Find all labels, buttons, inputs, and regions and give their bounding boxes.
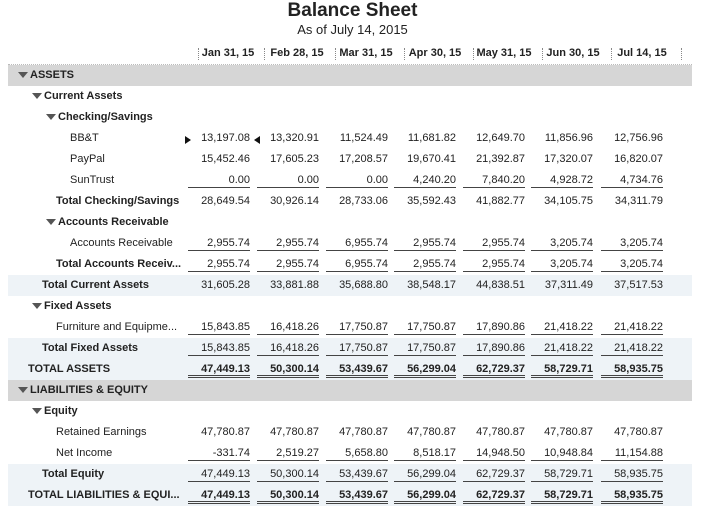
cell-value[interactable]: 16,418.26 <box>257 321 319 335</box>
cell-value[interactable]: 13,320.91 <box>270 132 319 144</box>
row-label: Total Equity <box>42 468 105 480</box>
cell-value[interactable]: 17,890.86 <box>463 342 525 356</box>
cell-value[interactable]: 2,955.74 <box>188 258 250 272</box>
table-row[interactable] <box>8 170 692 191</box>
cell-value[interactable]: 21,418.22 <box>601 321 663 335</box>
cell-value[interactable]: 2,955.74 <box>463 258 525 272</box>
collapse-triangle-icon[interactable] <box>46 114 56 120</box>
cell-value[interactable]: 37,311.49 <box>544 279 593 291</box>
row-label: TOTAL ASSETS <box>28 363 111 375</box>
cell-value[interactable]: 47,780.87 <box>476 426 525 438</box>
cell-value[interactable]: 10,948.84 <box>531 447 593 461</box>
row-label: Accounts Receivable <box>70 237 173 249</box>
cell-value[interactable]: 47,780.87 <box>270 426 319 438</box>
cell-value[interactable]: 15,843.85 <box>188 342 250 356</box>
row-label: BB&T <box>70 132 99 144</box>
column-header-0[interactable]: Jan 31, 15 <box>201 47 255 59</box>
table-row[interactable] <box>8 233 692 254</box>
cell-value[interactable]: 4,240.20 <box>394 174 456 188</box>
cell-value[interactable]: 19,670.41 <box>407 153 456 165</box>
column-separator[interactable] <box>198 48 200 60</box>
cell-value[interactable]: 17,750.87 <box>326 321 388 335</box>
cell-value[interactable]: 8,518.17 <box>394 447 456 461</box>
column-header-3[interactable]: Apr 30, 15 <box>408 47 462 59</box>
cell-value[interactable]: 14,948.50 <box>463 447 525 461</box>
column-header-row <box>8 44 692 64</box>
cell-value[interactable]: 5,658.80 <box>326 447 388 461</box>
row-label: Equity <box>44 405 78 417</box>
cell-value[interactable]: 44,838.51 <box>476 279 525 291</box>
cell-value[interactable]: 17,208.57 <box>339 153 388 165</box>
cell-value[interactable]: 6,955.74 <box>326 258 388 272</box>
group-row[interactable] <box>8 401 692 422</box>
row-pointer-icon <box>185 136 191 144</box>
cell-value[interactable]: 3,205.74 <box>601 237 663 251</box>
cell-value[interactable]: 3,205.74 <box>601 258 663 272</box>
column-header-6[interactable]: Jul 14, 15 <box>617 47 667 59</box>
section-row[interactable] <box>8 380 692 401</box>
collapse-triangle-icon[interactable] <box>32 303 42 309</box>
column-separator[interactable] <box>681 48 683 60</box>
cell-value[interactable]: 3,205.74 <box>531 237 593 251</box>
cell-value[interactable]: 17,750.87 <box>326 342 388 356</box>
cell-value[interactable]: 33,881.88 <box>270 279 319 291</box>
cell-value[interactable]: 28,733.06 <box>339 195 388 207</box>
cell-value[interactable]: 37,517.53 <box>614 279 663 291</box>
cell-value[interactable]: 21,418.22 <box>531 321 593 335</box>
cell-value[interactable]: 21,418.22 <box>531 342 593 356</box>
cell-value[interactable]: 11,681.82 <box>407 132 456 144</box>
row-label: Fixed Assets <box>44 300 112 312</box>
cell-value[interactable]: 47,780.87 <box>407 426 456 438</box>
cell-value[interactable]: 47,780.87 <box>339 426 388 438</box>
collapse-triangle-icon[interactable] <box>18 72 28 78</box>
cell-value[interactable]: 56,299.04 <box>394 363 456 378</box>
cell-value[interactable]: 16,820.07 <box>614 153 663 165</box>
cell-value[interactable]: 17,750.87 <box>394 321 456 335</box>
cell-value[interactable]: 12,649.70 <box>476 132 525 144</box>
group-row[interactable] <box>8 212 692 233</box>
row-label: PayPal <box>70 153 105 165</box>
cell-value[interactable]: 35,688.80 <box>339 279 388 291</box>
cell-value[interactable]: 2,955.74 <box>394 258 456 272</box>
cell-value[interactable]: 12,756.96 <box>614 132 663 144</box>
cell-value[interactable]: 38,548.17 <box>407 279 456 291</box>
cell-value[interactable]: 0.00 <box>326 174 388 188</box>
cell-value[interactable]: 56,299.04 <box>394 489 456 504</box>
cell-value[interactable]: 53,439.67 <box>326 363 388 378</box>
cell-value[interactable]: -331.74 <box>188 447 250 461</box>
column-separator[interactable] <box>611 48 613 60</box>
table-row[interactable] <box>8 422 692 443</box>
collapse-triangle-icon[interactable] <box>46 219 56 225</box>
cell-value[interactable]: 4,734.76 <box>601 174 663 188</box>
cell-value[interactable]: 2,519.27 <box>257 447 319 461</box>
cell-value[interactable]: 3,205.74 <box>531 258 593 272</box>
cell-value[interactable]: 58,729.71 <box>531 363 593 378</box>
report-subtitle: As of July 14, 2015 <box>297 22 408 37</box>
cell-value[interactable]: 58,935.75 <box>601 468 663 482</box>
cell-value[interactable]: 30,926.14 <box>270 195 319 207</box>
table-row[interactable] <box>8 191 692 212</box>
cell-value[interactable]: 58,935.75 <box>601 489 663 504</box>
row-label: TOTAL LIABILITIES & EQUI... <box>28 489 180 501</box>
table-row[interactable] <box>8 338 692 359</box>
table-row[interactable] <box>8 149 692 170</box>
table-row[interactable] <box>8 254 692 275</box>
cell-value[interactable]: 62,729.37 <box>463 468 525 482</box>
group-row[interactable] <box>8 107 692 128</box>
cell-value[interactable]: 2,955.74 <box>463 237 525 251</box>
table-row[interactable] <box>8 128 692 149</box>
table-row[interactable] <box>8 275 692 296</box>
cell-value[interactable]: 50,300.14 <box>257 468 319 482</box>
cell-value[interactable]: 47,449.13 <box>188 363 250 378</box>
table-row[interactable] <box>8 317 692 338</box>
table-row[interactable] <box>8 443 692 464</box>
cell-value[interactable]: 50,300.14 <box>257 363 319 378</box>
column-separator[interactable] <box>264 48 266 60</box>
cell-value[interactable]: 47,780.87 <box>614 426 663 438</box>
cell-value[interactable]: 17,605.23 <box>270 153 319 165</box>
row-label: Net Income <box>56 447 113 459</box>
cell-value[interactable]: 17,750.87 <box>394 342 456 356</box>
cell-value[interactable]: 15,452.46 <box>201 153 250 165</box>
group-row[interactable] <box>8 86 692 107</box>
column-header-4[interactable]: May 31, 15 <box>476 47 532 59</box>
cell-value[interactable]: 16,418.26 <box>257 342 319 356</box>
cell-value[interactable]: 34,105.75 <box>544 195 593 207</box>
column-separator[interactable] <box>404 48 406 60</box>
collapse-triangle-icon[interactable] <box>32 408 42 414</box>
section-row[interactable] <box>8 65 692 86</box>
cell-value[interactable]: 2,955.74 <box>257 258 319 272</box>
cell-value[interactable]: 21,392.87 <box>476 153 525 165</box>
column-header-5[interactable]: Jun 30, 15 <box>546 47 600 59</box>
cell-value[interactable]: 56,299.04 <box>394 468 456 482</box>
cell-value[interactable]: 11,856.96 <box>544 132 593 144</box>
cell-value[interactable]: 58,935.75 <box>601 363 663 378</box>
cell-value[interactable]: 62,729.37 <box>463 489 525 504</box>
cell-value[interactable]: 47,780.87 <box>201 426 250 438</box>
table-row[interactable] <box>8 359 692 380</box>
cell-value[interactable]: 47,780.87 <box>544 426 593 438</box>
column-header-1[interactable]: Feb 28, 15 <box>270 47 324 59</box>
cell-value[interactable]: 50,300.14 <box>257 489 319 504</box>
cell-value[interactable]: 17,890.86 <box>463 321 525 335</box>
column-separator[interactable] <box>473 48 475 60</box>
cell-value[interactable]: 0.00 <box>257 174 319 188</box>
cell-value[interactable]: 4,928.72 <box>531 174 593 188</box>
cell-value[interactable]: 41,882.77 <box>476 195 525 207</box>
cell-value[interactable]: 31,605.28 <box>201 279 250 291</box>
row-label: Total Current Assets <box>42 279 149 291</box>
row-label: Total Checking/Savings <box>56 195 180 207</box>
cell-value[interactable]: 53,439.67 <box>326 489 388 504</box>
cell-value[interactable]: 13,197.08 <box>201 132 250 144</box>
cell-value[interactable]: 6,955.74 <box>326 237 388 251</box>
row-label: Total Fixed Assets <box>42 342 138 354</box>
cell-value[interactable]: 2,955.74 <box>394 237 456 251</box>
row-label: Retained Earnings <box>56 426 147 438</box>
report-title: Balance Sheet <box>287 0 418 21</box>
collapse-triangle-icon[interactable] <box>32 93 42 99</box>
row-label: Current Assets <box>44 90 123 102</box>
table-row[interactable] <box>8 485 692 506</box>
cell-value[interactable]: 17,320.07 <box>544 153 593 165</box>
cell-value[interactable]: 15,843.85 <box>188 321 250 335</box>
cell-value[interactable]: 34,311.79 <box>614 195 663 207</box>
cell-value[interactable]: 62,729.37 <box>463 363 525 378</box>
cell-value[interactable]: 28,649.54 <box>201 195 250 207</box>
row-label: ASSETS <box>30 69 75 81</box>
row-label: Total Accounts Receiv... <box>56 258 182 270</box>
cell-value[interactable]: 0.00 <box>188 174 250 188</box>
row-label: Checking/Savings <box>58 111 153 123</box>
cell-value[interactable]: 7,840.20 <box>463 174 525 188</box>
column-header-2[interactable]: Mar 31, 15 <box>339 47 393 59</box>
cell-value[interactable]: 11,524.49 <box>339 132 388 144</box>
collapse-triangle-icon[interactable] <box>18 387 28 393</box>
cell-value[interactable]: 21,418.22 <box>601 342 663 356</box>
cell-value[interactable]: 47,449.13 <box>188 468 250 482</box>
group-row[interactable] <box>8 296 692 317</box>
row-label: Accounts Receivable <box>58 216 169 228</box>
cell-value[interactable]: 53,439.67 <box>326 468 388 482</box>
cell-value[interactable]: 11,154.88 <box>601 447 663 461</box>
cell-value[interactable]: 47,449.13 <box>188 489 250 504</box>
table-row[interactable] <box>8 464 692 485</box>
row-label: Furniture and Equipme... <box>56 321 178 333</box>
row-label: SunTrust <box>70 174 115 186</box>
column-separator[interactable] <box>542 48 544 60</box>
column-separator[interactable] <box>335 48 337 60</box>
row-pointer-icon <box>254 136 260 144</box>
cell-value[interactable]: 2,955.74 <box>188 237 250 251</box>
cell-value[interactable]: 2,955.74 <box>257 237 319 251</box>
cell-value[interactable]: 58,729.71 <box>531 489 593 504</box>
cell-value[interactable]: 35,592.43 <box>407 195 456 207</box>
row-label: LIABILITIES & EQUITY <box>30 384 148 396</box>
cell-value[interactable]: 58,729.71 <box>531 468 593 482</box>
